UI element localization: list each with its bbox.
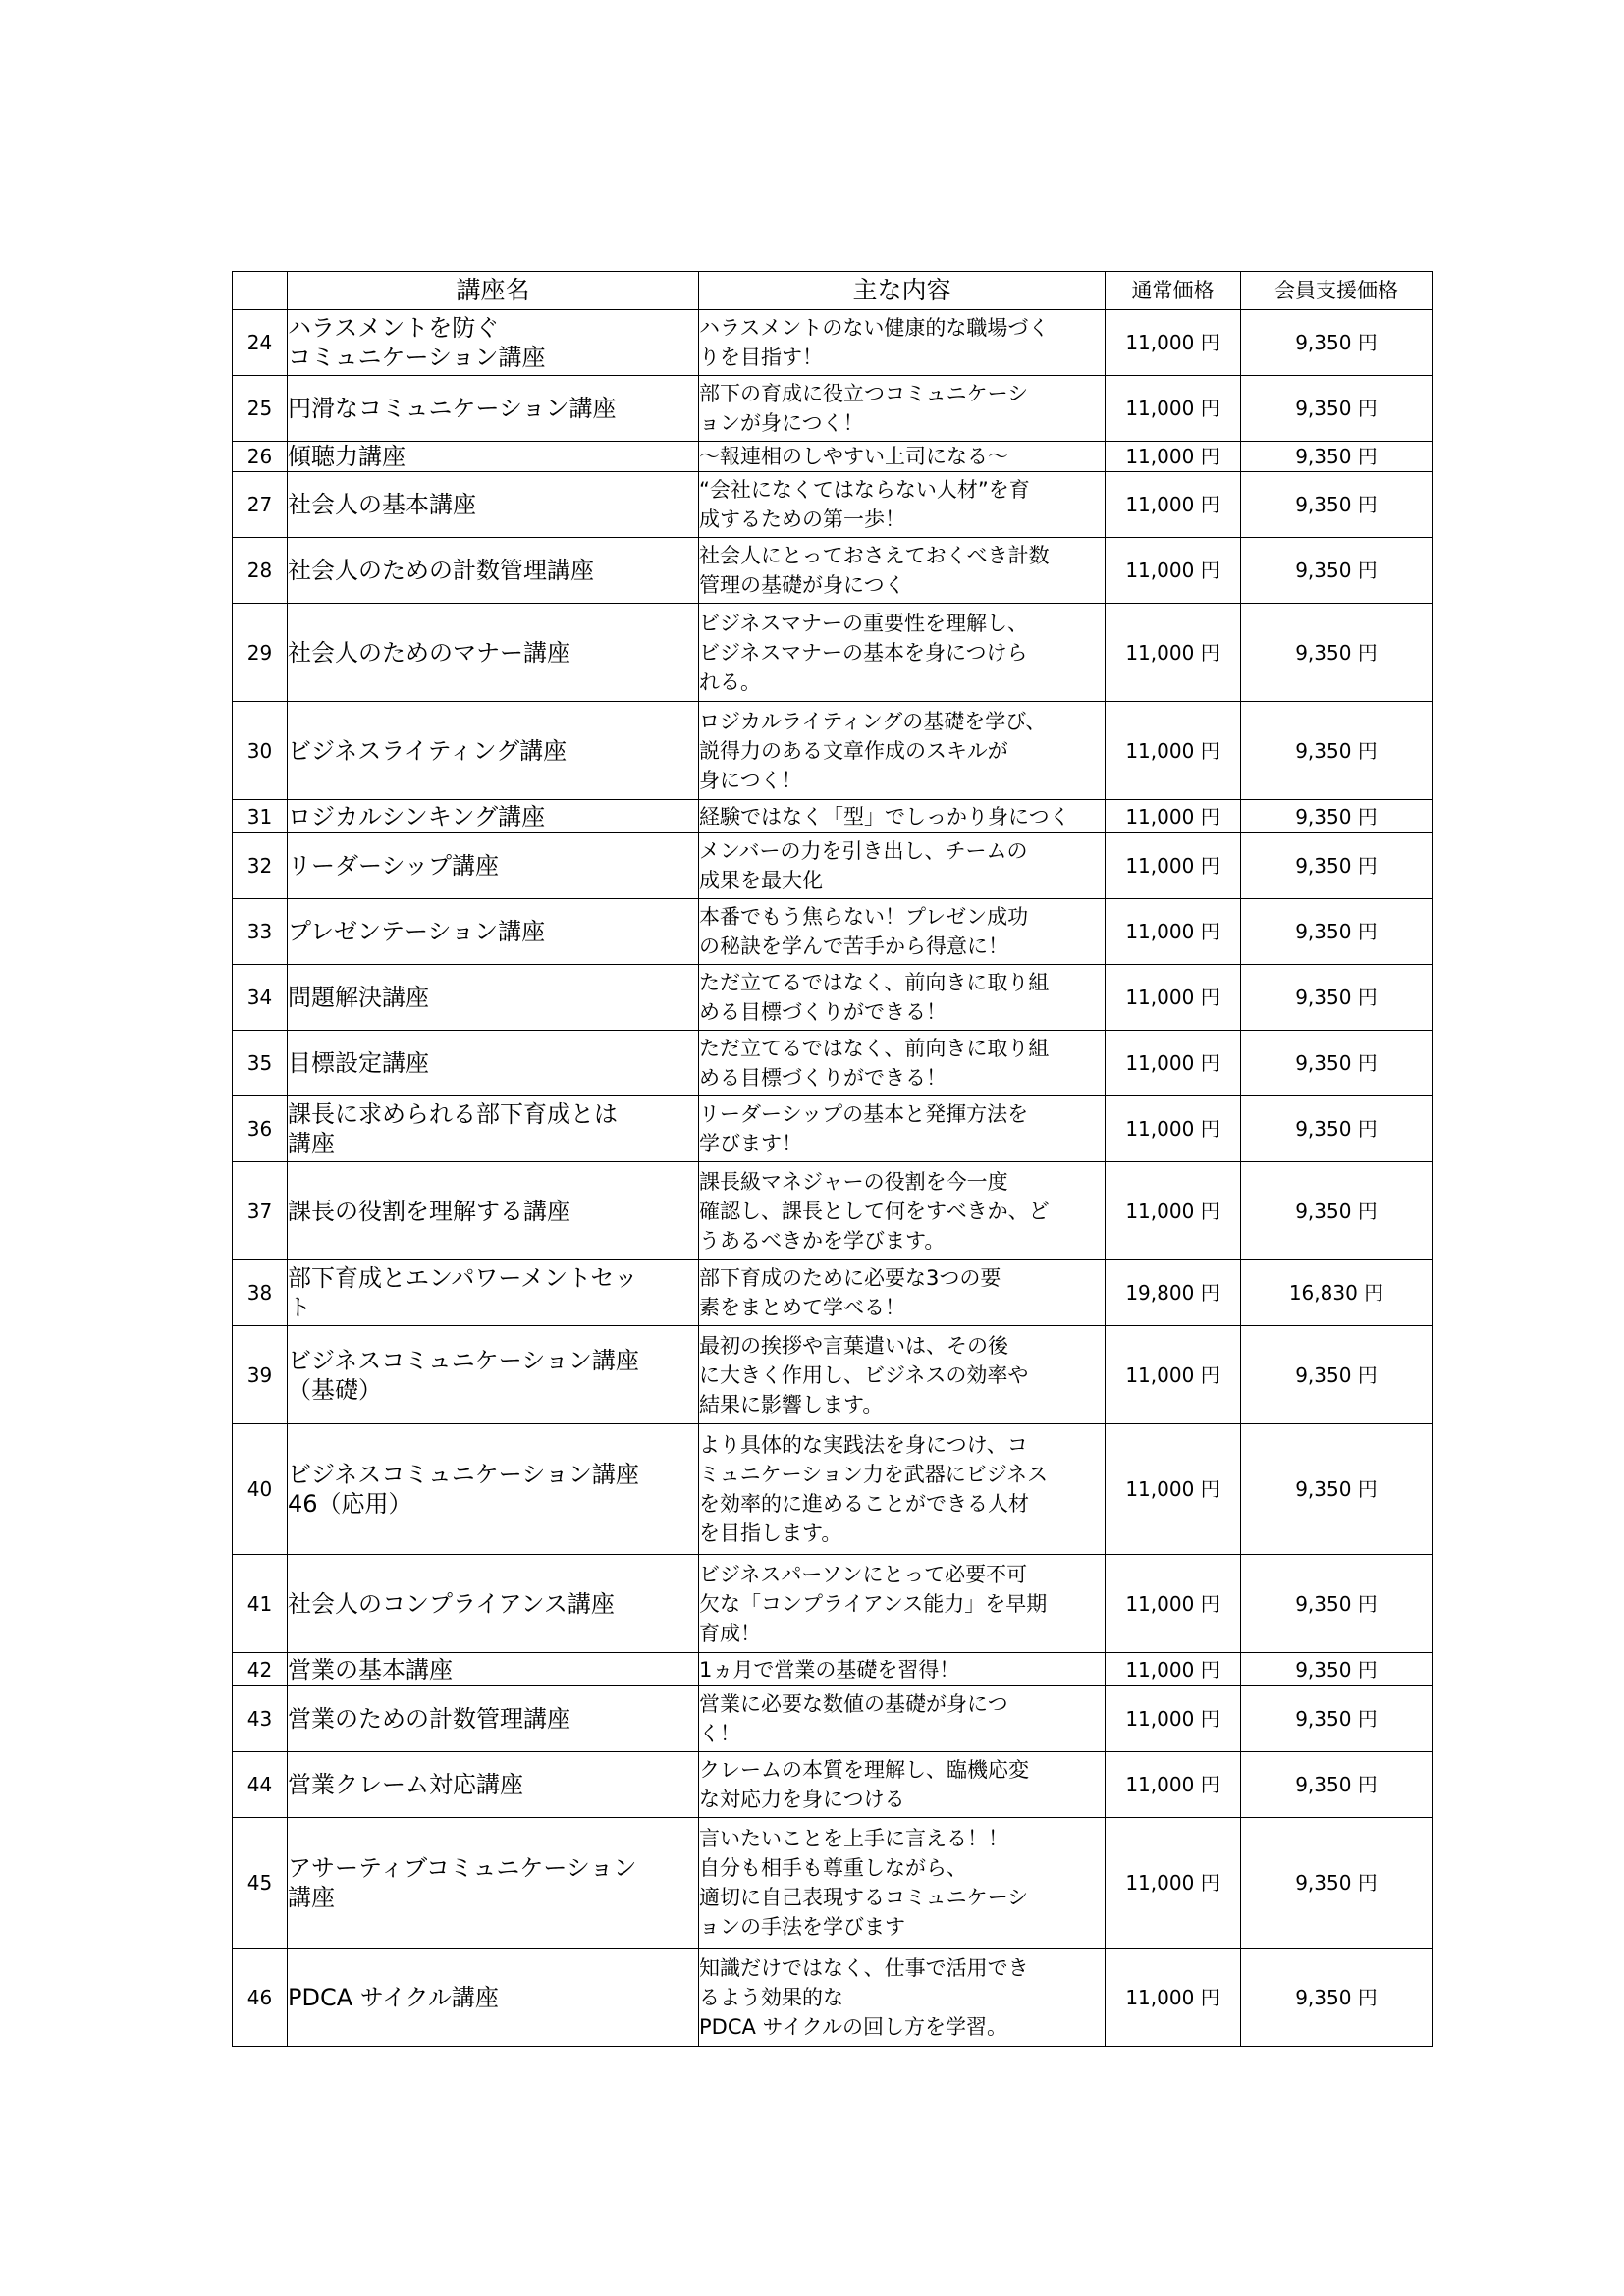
- member-price: 9,350 円: [1295, 493, 1378, 516]
- regular-price: 11,000 円: [1125, 1051, 1220, 1075]
- table-row: [233, 1326, 1433, 1424]
- regular-price: 19,800 円: [1125, 1281, 1220, 1305]
- member-price: 9,350 円: [1295, 1871, 1378, 1895]
- row-number: 31: [246, 804, 273, 828]
- course-name: 問題解決講座: [288, 984, 429, 1011]
- member-price: 9,350 円: [1295, 331, 1378, 354]
- table-row: [233, 604, 1433, 702]
- member-price: 9,350 円: [1295, 986, 1378, 1009]
- row-number: 37: [246, 1199, 273, 1223]
- course-content: メンバーの力を引き出し、チームの 成果を最大化: [699, 839, 1028, 892]
- row-number: 40: [246, 1477, 273, 1501]
- header-course-name: 講座名: [288, 272, 699, 310]
- course-content: ビジネスパーソンにとって必要不可 欠な「コンプライアンス能力」を早期 育成！: [699, 1562, 1048, 1645]
- course-content: 課長級マネジャーの役割を今一度 確認し、課長として何をすべきか、ど うあるべきかを学びます。: [699, 1169, 1050, 1253]
- course-content: 1ヵ月で営業の基礎を習得！: [699, 1657, 960, 1682]
- course-name: ハラスメントを防ぐ コミュニケーション講座: [288, 314, 546, 371]
- table-row: [233, 1096, 1433, 1162]
- regular-price: 11,000 円: [1125, 1199, 1220, 1223]
- course-content: ロジカルライティングの基礎を学び、 説得力のある文章作成のスキルが 身につく！: [699, 709, 1047, 792]
- table-row: [233, 1555, 1433, 1653]
- row-number: 26: [246, 445, 273, 468]
- regular-price: 11,000 円: [1125, 738, 1220, 763]
- regular-price: 11,000 円: [1125, 1707, 1220, 1731]
- member-price: 9,350 円: [1295, 1362, 1378, 1387]
- row-number: 28: [246, 559, 273, 582]
- course-content: ビジネスマナーの重要性を理解し、 ビジネスマナーの基本を身につけら れる。: [699, 611, 1028, 694]
- row-number: 35: [246, 1051, 273, 1075]
- regular-price: 11,000 円: [1125, 1117, 1220, 1141]
- course-name: 営業のための計数管理講座: [288, 1705, 570, 1733]
- table-row: [233, 1031, 1433, 1096]
- member-price: 9,350 円: [1295, 1591, 1378, 1616]
- table-row: [233, 899, 1433, 965]
- row-number: 38: [246, 1281, 273, 1305]
- row-number: 29: [246, 640, 273, 665]
- member-price: 9,350 円: [1295, 1051, 1378, 1075]
- course-name: 社会人のためのマナー講座: [288, 638, 570, 667]
- member-price: 9,350 円: [1295, 738, 1378, 763]
- regular-price: 11,000 円: [1125, 493, 1220, 516]
- header-no: [233, 272, 288, 310]
- header-row: [233, 272, 1433, 310]
- table-row: [233, 538, 1433, 604]
- course-content: より具体的な実践法を身につけ、コ ミュニケーション力を武器にビジネス を効率的に進めることができる人材 を目指します。: [699, 1433, 1049, 1545]
- course-name: リーダーシップ講座: [288, 852, 500, 880]
- course-content: ただ立てるではなく、前向きに取り組 める目標づくりができる！: [699, 971, 1050, 1024]
- row-number: 34: [246, 986, 273, 1009]
- course-content: 社会人にとっておさえておくべき計数 管理の基礎が身につく: [699, 544, 1050, 597]
- regular-price: 11,000 円: [1125, 1657, 1220, 1682]
- course-name: 課長の役割を理解する講座: [288, 1197, 570, 1225]
- course-content: リーダーシップの基本と発揮方法を 学びます！: [699, 1102, 1029, 1155]
- member-price: 9,350 円: [1295, 445, 1378, 468]
- course-name: 社会人のための計数管理講座: [288, 557, 594, 584]
- course-name: ロジカルシンキング講座: [288, 802, 546, 830]
- table-row: [233, 1653, 1433, 1686]
- course-content: 最初の挨拶や言葉遣いは、その後 に大きく作用し、ビジネスの効率や 結果に影響します。: [699, 1333, 1029, 1416]
- header-regular-price: 通常価格: [1106, 272, 1241, 310]
- member-price: 9,350 円: [1295, 920, 1378, 943]
- member-price: 9,350 円: [1295, 559, 1378, 582]
- regular-price: 11,000 円: [1125, 1591, 1220, 1616]
- course-content: 本番でもう焦らない！プレゼン成功 の秘訣を学んで苦手から得意に！: [699, 905, 1029, 958]
- row-number: 24: [246, 331, 273, 354]
- course-name: 傾聴力講座: [288, 443, 406, 470]
- row-number: 32: [246, 854, 273, 878]
- row-number: 36: [246, 1117, 273, 1141]
- course-name: 部下育成とエンパワーメントセッ ト: [288, 1264, 638, 1321]
- course-name: 目標設定講座: [288, 1049, 429, 1077]
- course-table: [232, 271, 1433, 2047]
- course-name: ビジネスコミュニケーション講座 （基礎）: [288, 1346, 639, 1404]
- course-name: ビジネスコミュニケーション講座 46（応用）: [288, 1461, 639, 1518]
- course-content: 部下の育成に役立つコミュニケーシ ョンが身につく！: [699, 382, 1029, 435]
- row-number: 39: [246, 1362, 273, 1387]
- course-content: 営業に必要な数値の基礎が身につ く！: [699, 1692, 1008, 1745]
- course-name: PDCA サイクル講座: [288, 1983, 499, 2011]
- table-row: [233, 1162, 1433, 1260]
- course-content: 知識だけではなく、仕事で活用でき るよう効果的な PDCA サイクルの回し方を学習。: [699, 1955, 1029, 2039]
- course-name: アサーティブコミュニケーション 講座: [288, 1854, 637, 1911]
- table-row: [233, 1260, 1433, 1326]
- regular-price: 11,000 円: [1125, 1477, 1220, 1501]
- member-price: 9,350 円: [1295, 640, 1378, 665]
- course-content: 経験ではなく「型」でしっかり身につく: [699, 804, 1070, 828]
- course-name: プレゼンテーション講座: [288, 918, 546, 945]
- table-row: [233, 310, 1433, 376]
- course-content: 言いたいことを上手に言える！！ 自分も相手も尊重しながら、 適切に自己表現するコミュニケーシ ョンの手法を学びます: [699, 1827, 1029, 1939]
- course-name: 社会人の基本講座: [288, 491, 476, 518]
- regular-price: 11,000 円: [1125, 397, 1220, 420]
- regular-price: 11,000 円: [1125, 331, 1220, 354]
- member-price: 9,350 円: [1295, 1707, 1378, 1731]
- member-price: 9,350 円: [1295, 1773, 1378, 1796]
- regular-price: 11,000 円: [1125, 559, 1220, 582]
- table-row: [233, 442, 1433, 472]
- regular-price: 11,000 円: [1125, 986, 1220, 1009]
- member-price: 9,350 円: [1295, 1477, 1378, 1501]
- table-row: [233, 833, 1433, 899]
- row-number: 33: [246, 920, 273, 943]
- table-row: [233, 376, 1433, 442]
- row-number: 30: [246, 738, 273, 763]
- row-number: 45: [246, 1871, 273, 1895]
- member-price: 16,830 円: [1288, 1281, 1384, 1305]
- member-price: 9,350 円: [1295, 1657, 1378, 1682]
- regular-price: 11,000 円: [1125, 804, 1220, 828]
- course-name: 課長に求められる部下育成とは 講座: [288, 1100, 618, 1157]
- regular-price: 11,000 円: [1125, 1985, 1220, 2009]
- row-number: 46: [246, 1985, 273, 2009]
- table-row: [233, 702, 1433, 800]
- table-row: [233, 1752, 1433, 1818]
- table-row: [233, 472, 1433, 538]
- regular-price: 11,000 円: [1125, 445, 1220, 468]
- regular-price: 11,000 円: [1125, 1871, 1220, 1895]
- course-content: ただ立てるではなく、前向きに取り組 める目標づくりができる！: [699, 1037, 1050, 1090]
- header-member-price: 会員支援価格: [1241, 272, 1433, 310]
- regular-price: 11,000 円: [1125, 1773, 1220, 1796]
- table-row: [233, 1818, 1433, 1949]
- row-number: 43: [246, 1707, 273, 1731]
- member-price: 9,350 円: [1295, 1199, 1378, 1223]
- regular-price: 11,000 円: [1125, 640, 1220, 665]
- row-number: 41: [246, 1591, 273, 1616]
- row-number: 27: [246, 493, 273, 516]
- course-name: 円滑なコミュニケーション講座: [288, 395, 617, 422]
- course-content: ～報連相のしやすい上司になる～: [699, 445, 1008, 468]
- table-row: [233, 1686, 1433, 1752]
- row-number: 44: [246, 1773, 273, 1796]
- member-price: 9,350 円: [1295, 1985, 1378, 2009]
- course-name: 社会人のコンプライアンス講座: [288, 1589, 615, 1618]
- table-row: [233, 1424, 1433, 1555]
- course-content: “会社になくてはならない人材”を育 成するための第一歩！: [699, 478, 1030, 531]
- row-number: 25: [246, 397, 273, 420]
- course-name: 営業の基本講座: [288, 1655, 453, 1683]
- table-row: [233, 1949, 1433, 2047]
- regular-price: 11,000 円: [1125, 854, 1220, 878]
- regular-price: 11,000 円: [1125, 920, 1220, 943]
- row-number: 42: [246, 1657, 273, 1682]
- course-name: ビジネスライティング講座: [288, 736, 568, 765]
- table-row: [233, 965, 1433, 1031]
- course-name: 営業クレーム対応講座: [288, 1771, 523, 1798]
- course-content: クレームの本質を理解し、臨機応変 な対応力を身につける: [699, 1758, 1029, 1811]
- course-content: 部下育成のために必要な3つの要 素をまとめて学べる！: [699, 1266, 1001, 1319]
- header-content: 主な内容: [699, 272, 1106, 310]
- member-price: 9,350 円: [1295, 1117, 1378, 1141]
- regular-price: 11,000 円: [1125, 1362, 1220, 1387]
- member-price: 9,350 円: [1295, 804, 1378, 828]
- course-content: ハラスメントのない健康的な職場づく りを目指す！: [699, 316, 1050, 369]
- member-price: 9,350 円: [1295, 854, 1378, 878]
- table-row: [233, 800, 1433, 833]
- member-price: 9,350 円: [1295, 397, 1378, 420]
